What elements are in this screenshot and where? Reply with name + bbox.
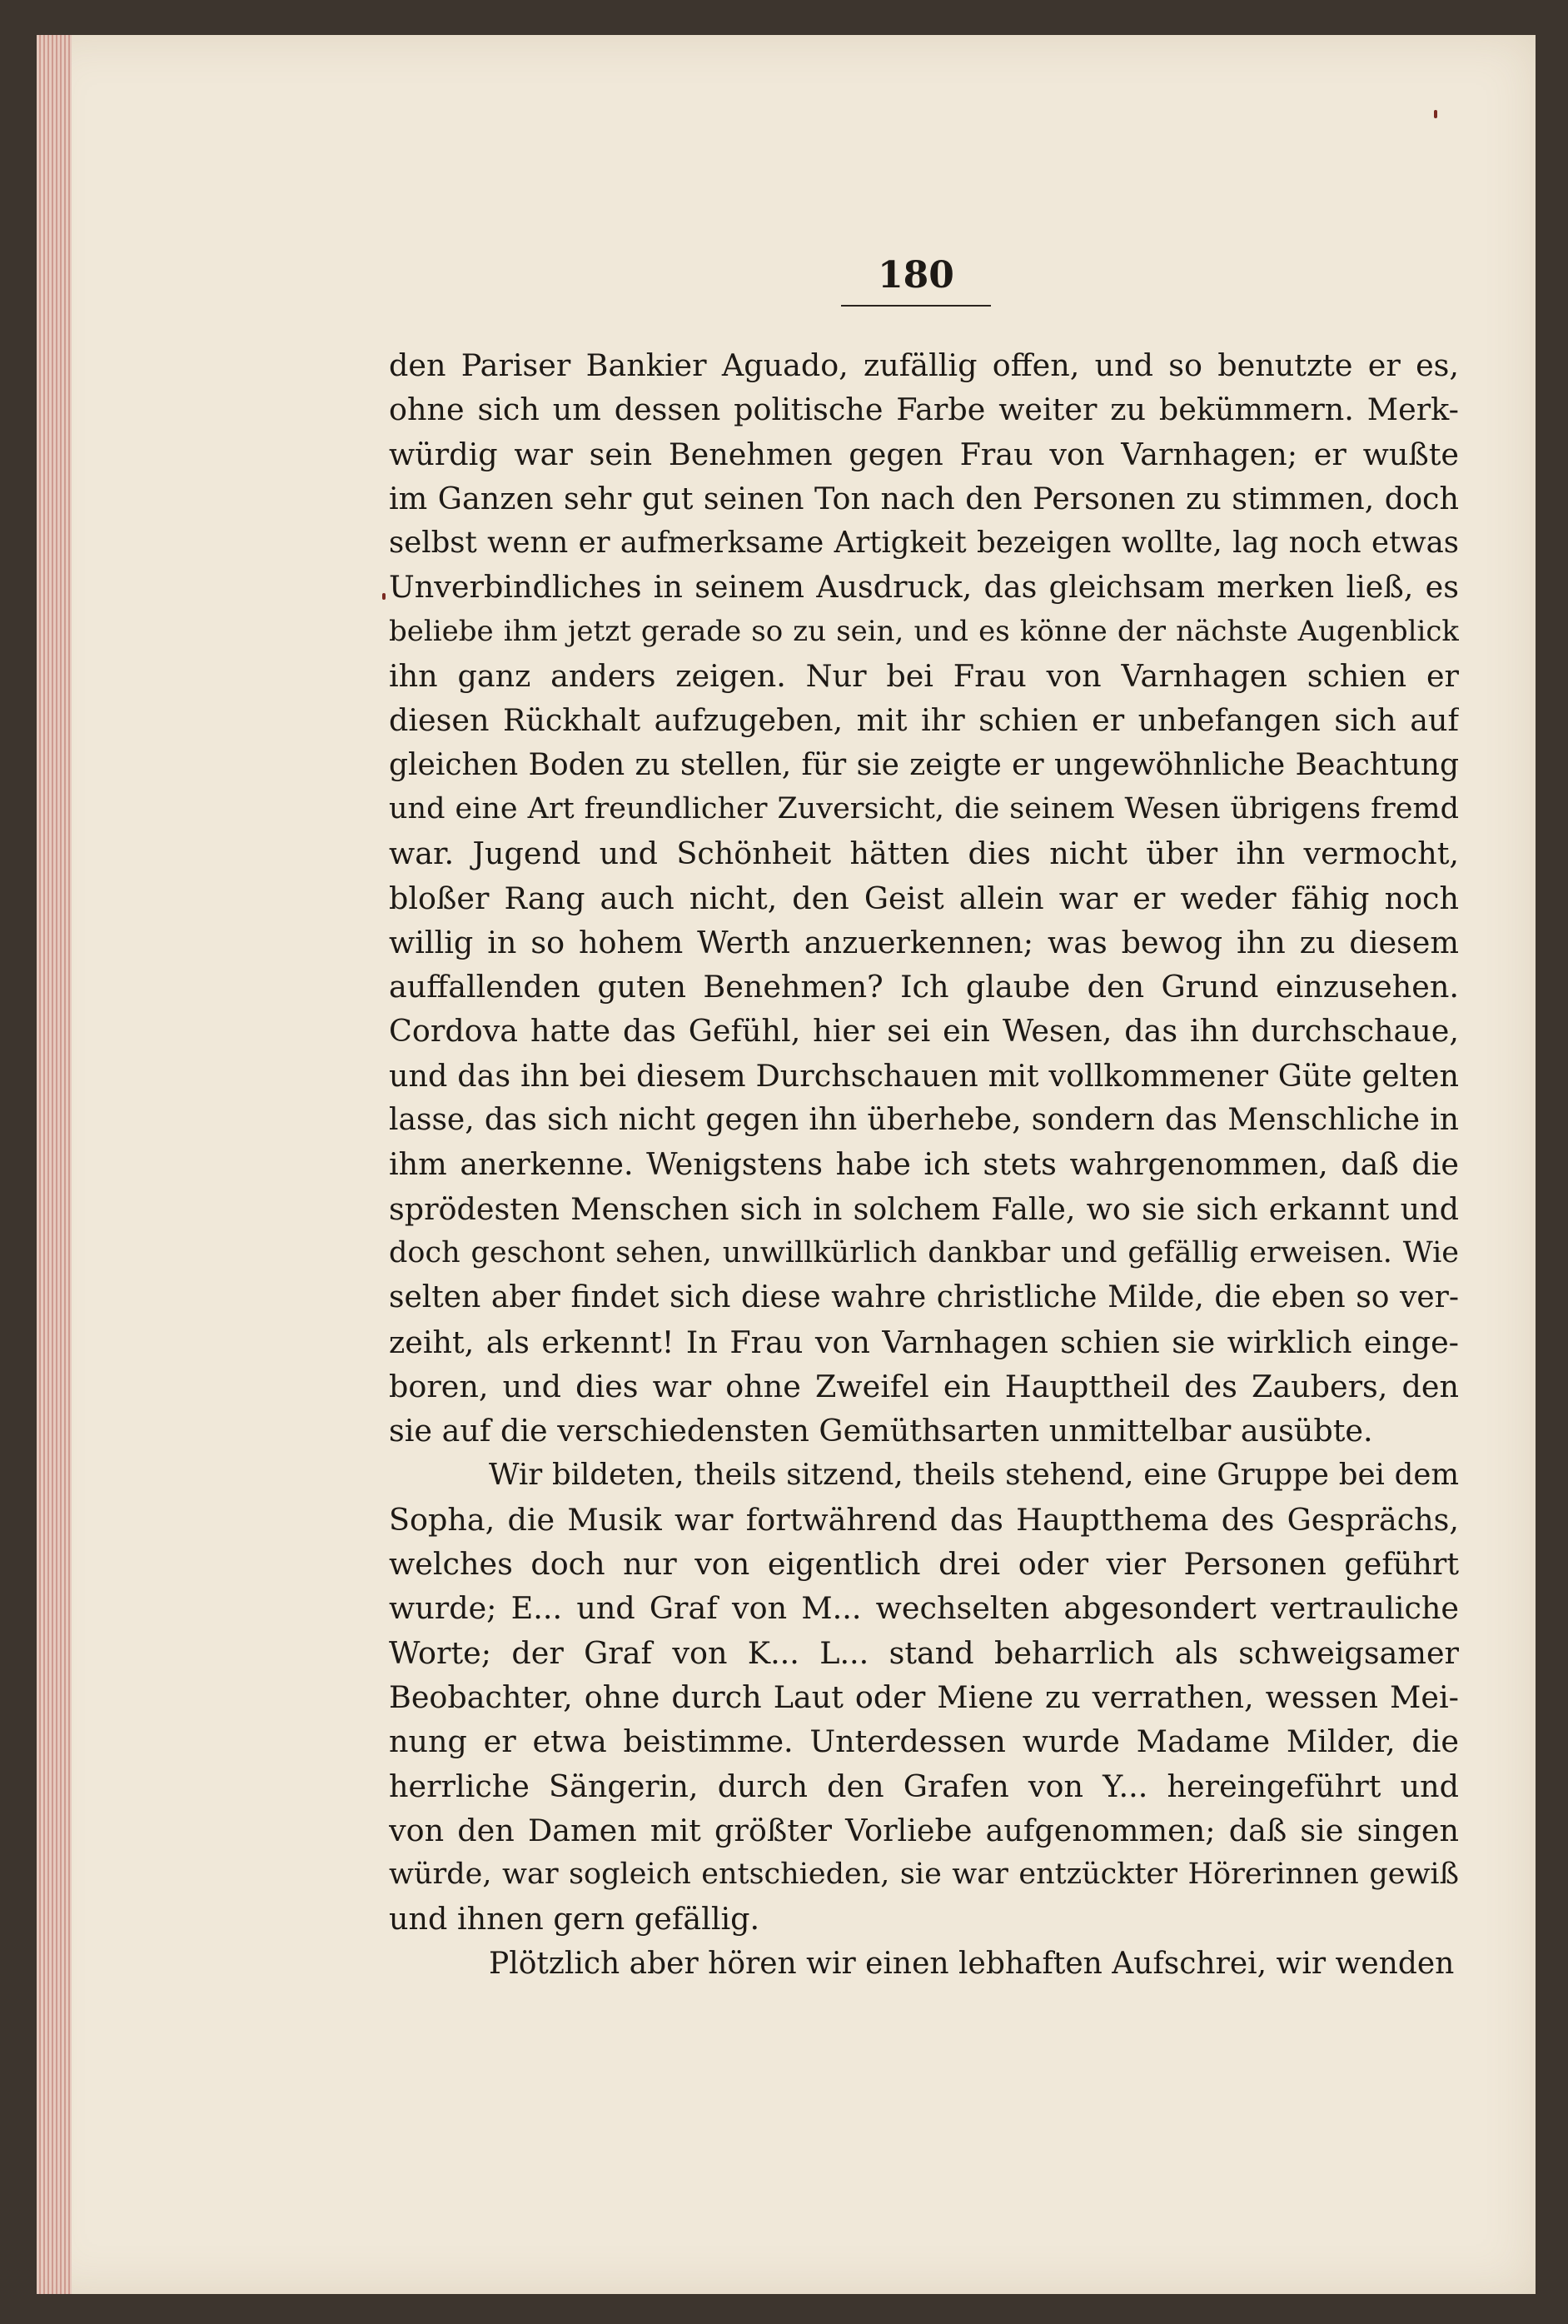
text-line: Unverbindliches in seinem Ausdruck, das gleichsam merken ließ, es [389,569,1459,606]
text-line: Sopha, die Musik war fortwährend das Hauptthema des Gesprächs, [389,1501,1459,1538]
text-line: ihm anerkenne. Wenigstens habe ich stets wahrgenommen, daß die [389,1146,1459,1183]
page-number-rule [841,305,991,307]
text-line: diesen Rückhalt aufzugeben, mit ihr schien er unbefangen sich auf [389,702,1459,739]
text-line: selbst wenn er aufmerksame Artigkeit bezeigen wollte, lag noch etwas [389,526,1459,561]
text-line: von den Damen mit größter Vorliebe aufgenommen; daß sie singen [389,1812,1459,1848]
page-edge [37,35,72,2294]
text-line: selten aber findet sich diese wahre christliche Milde, die eben so ver- [389,1280,1459,1315]
text-line: wurde; E... und Graf von M... wechselten abgesondert vertrauliche [389,1590,1459,1627]
text-line: lasse, das sich nicht gegen ihn überhebe, sondern das Menschliche in [389,1103,1459,1138]
text-line: boren, und dies war ohne Zweifel ein Haupttheil des Zaubers, den [389,1368,1459,1404]
text-line: würdig war sein Benehmen gegen Frau von Varnhagen; er wußte [389,436,1459,472]
text-line: würde, war sogleich entschieden, sie war entzückter Hörerinnen gewiß [389,1858,1459,1892]
text-line: auffallenden guten Benehmen? Ich glaube den Grund einzusehen. [389,969,1459,1005]
text-line: doch geschont sehen, unwillkürlich dankbar und gefällig erweisen. Wie [389,1235,1459,1269]
text-line: nung er etwa beistimme. Unterdessen wurde Madame Milder, die [389,1723,1459,1760]
page-speck [382,593,386,600]
text-line: ihn ganz anders zeigen. Nur bei Frau von Varnhagen schien er [389,658,1459,695]
body-text [389,343,1459,1986]
text-line: welches doch nur von eigentlich drei oder vier Personen geführt [389,1546,1459,1583]
text-line: sprödesten Menschen sich in solchem Falle, wo sie sich erkannt und [389,1190,1459,1227]
text-line: Worte; der Graf von K... L... stand beharrlich als schweigsamer [389,1634,1459,1671]
text-line: und das ihn bei diesem Durchschauen mit vollkommener Güte gelten [389,1057,1459,1094]
text-line: herrliche Sängerin, durch den Grafen von Y... hereingeführt und [389,1768,1459,1804]
text-line: zeiht, als erkennt! In Frau von Varnhagen schien sie wirklich einge- [389,1324,1459,1360]
text-line: den Pariser Bankier Aguado, zufällig offen, und so benutzte er es, [389,347,1459,383]
text-line: sie auf die verschiedensten Gemüthsarten unmittelbar ausübte. [389,1413,1373,1449]
page-speck [1434,110,1437,118]
text-line: bloßer Rang auch nicht, den Geist allein war er weder fähig noch [389,880,1459,916]
text-line: willig in so hohem Werth anzuerkennen; was bewog ihn zu diesem [389,924,1459,960]
text-line: Wir bildeten, theils sitzend, theils stehend, eine Gruppe bei dem [489,1458,1459,1493]
text-line: gleichen Boden zu stellen, für sie zeigte er ungewöhnliche Beachtung [389,747,1459,782]
text-line: beliebe ihm jetzt gerade so zu sein, und es könne der nächste Augenblick [389,614,1459,648]
text-line: und ihnen gern gefällig. [389,1901,760,1937]
text-line: ohne sich um dessen politische Farbe weiter zu bekümmern. Merk- [389,391,1459,428]
text-line: Beobachter, ohne durch Laut oder Miene zu verrathen, wessen Mei- [389,1678,1459,1715]
text-line: war. Jugend und Schönheit hätten dies nicht über ihn vermocht, [389,835,1459,872]
text-line: im Ganzen sehr gut seinen Ton nach den Personen zu stimmen, doch [389,480,1459,516]
page-number: 180 [878,254,954,297]
text-line: Cordova hatte das Gefühl, hier sei ein Wesen, das ihn durchschaue, [389,1013,1459,1050]
text-line: Plötzlich aber hören wir einen lebhaften Aufschrei, wir wenden [489,1946,1455,1981]
text-line: und eine Art freundlicher Zuversicht, die seinem Wesen übrigens fremd [389,791,1459,825]
